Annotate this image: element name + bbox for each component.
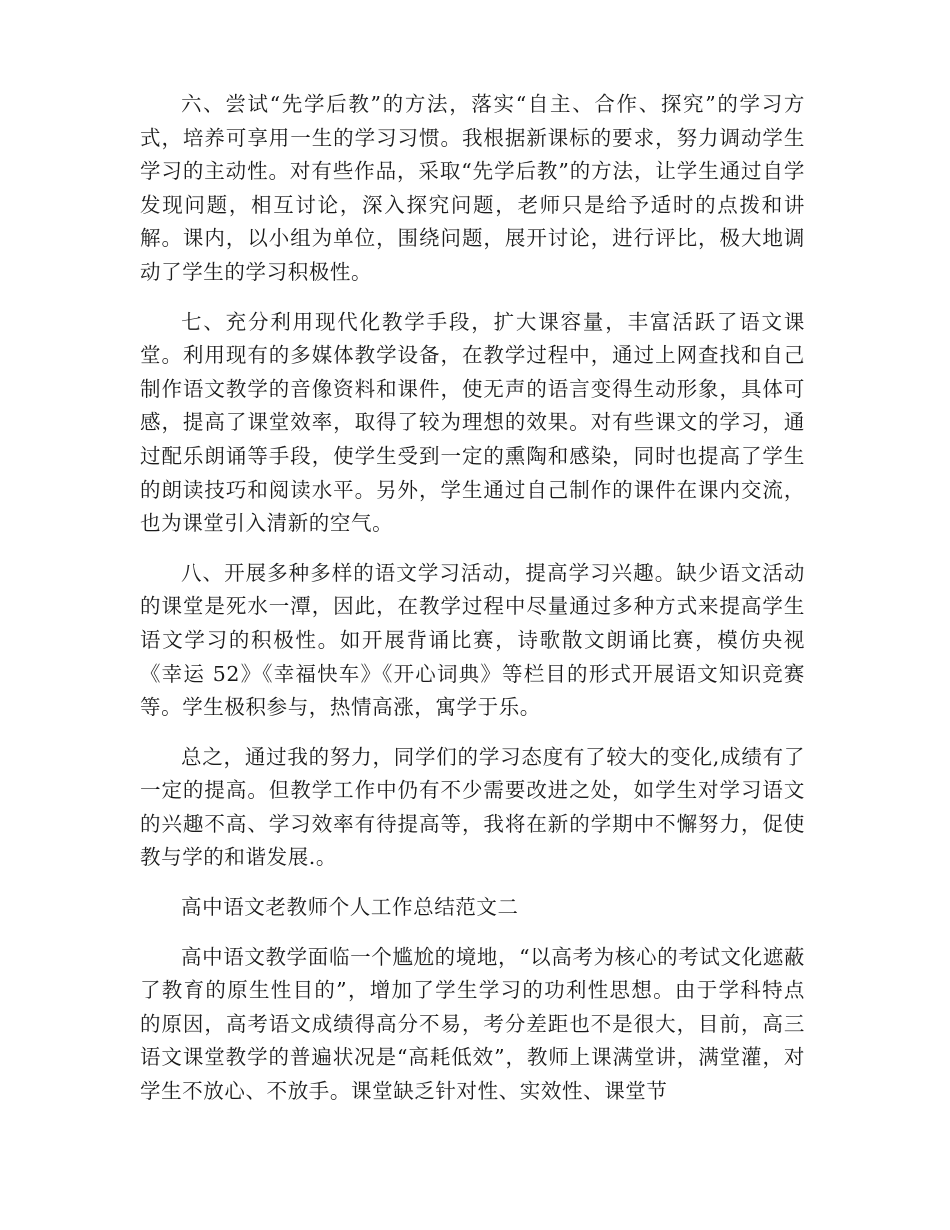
paragraph-seven: 七、充分利用现代化教学手段，扩大课容量，丰富活跃了语文课堂。利用现有的多媒体教学设备，在教学过程中，通过上网查找和自己制作语文教学的音像资料和课件，使无声的语言变得生动形象，具体可感，提高了课堂效率，取得了较为理想的效果。对有些课文的学习，通过配乐朗诵等手段，使学生受到一定的熏陶和感染，同时也提高了学生的朗读技巧和阅读水平。另外，学生通过自己制作的课件在课内交流，也为课堂引入清新的空气。 xyxy=(140,309,805,536)
paragraph-summary: 总之，通过我的努力，同学们的学习态度有了较大的变化,成绩有了一定的提高。但教学工作中仍有不少需要改进之处，如学生对学习语文的兴趣不高、学习效率有待提高等，我将在新的学期中不懈努力，促使教与学的和谐发展.。 xyxy=(140,744,805,870)
paragraph-six: 六、尝试“先学后教”的方法，落实“自主、合作、探究”的学习方式，培养可享用一生的学习习惯。我根据新课标的要求，努力调动学生学习的主动性。对有些作品，采取“先学后教”的方法，让学生通过自学发现问题，相互讨论，深入探究问题，老师只是给予适时的点拨和讲解。课内，以小组为单位，围绕问题，展开讨论，进行评比，极大地调动了学生的学习积极性。 xyxy=(140,92,805,284)
paragraph-eight: 八、开展多种多样的语文学习活动，提高学习兴趣。缺少语文活动的课堂是死水一潭，因此，在教学过程中尽量通过多种方式来提高学生语文学习的积极性。如开展背诵比赛，诗歌散文朗诵比赛，模仿央视《幸运 52》《幸福快车》《开心词典》等栏目的形式开展语文知识竞赛等。学生极积参与，热情高涨，寓学于乐。 xyxy=(140,560,805,720)
document-page xyxy=(140,88,805,1125)
section-heading: 高中语文老教师个人工作总结范文二 xyxy=(181,895,519,920)
paragraph-intro-two: 高中语文教学面临一个尴尬的境地，“以高考为核心的考试文化遮蔽了教育的原生性目的”，增加了学生学习的功利性思想。由于学科特点的原因，高考语文成绩得高分不易，考分差距也不是很大，目前，高三语文课堂教学的普遍状况是“高耗低效”，教师上课满堂讲，满堂灌，对学生不放心、不放手。课堂缺乏针对性、实效性、课堂节 xyxy=(140,944,805,1104)
